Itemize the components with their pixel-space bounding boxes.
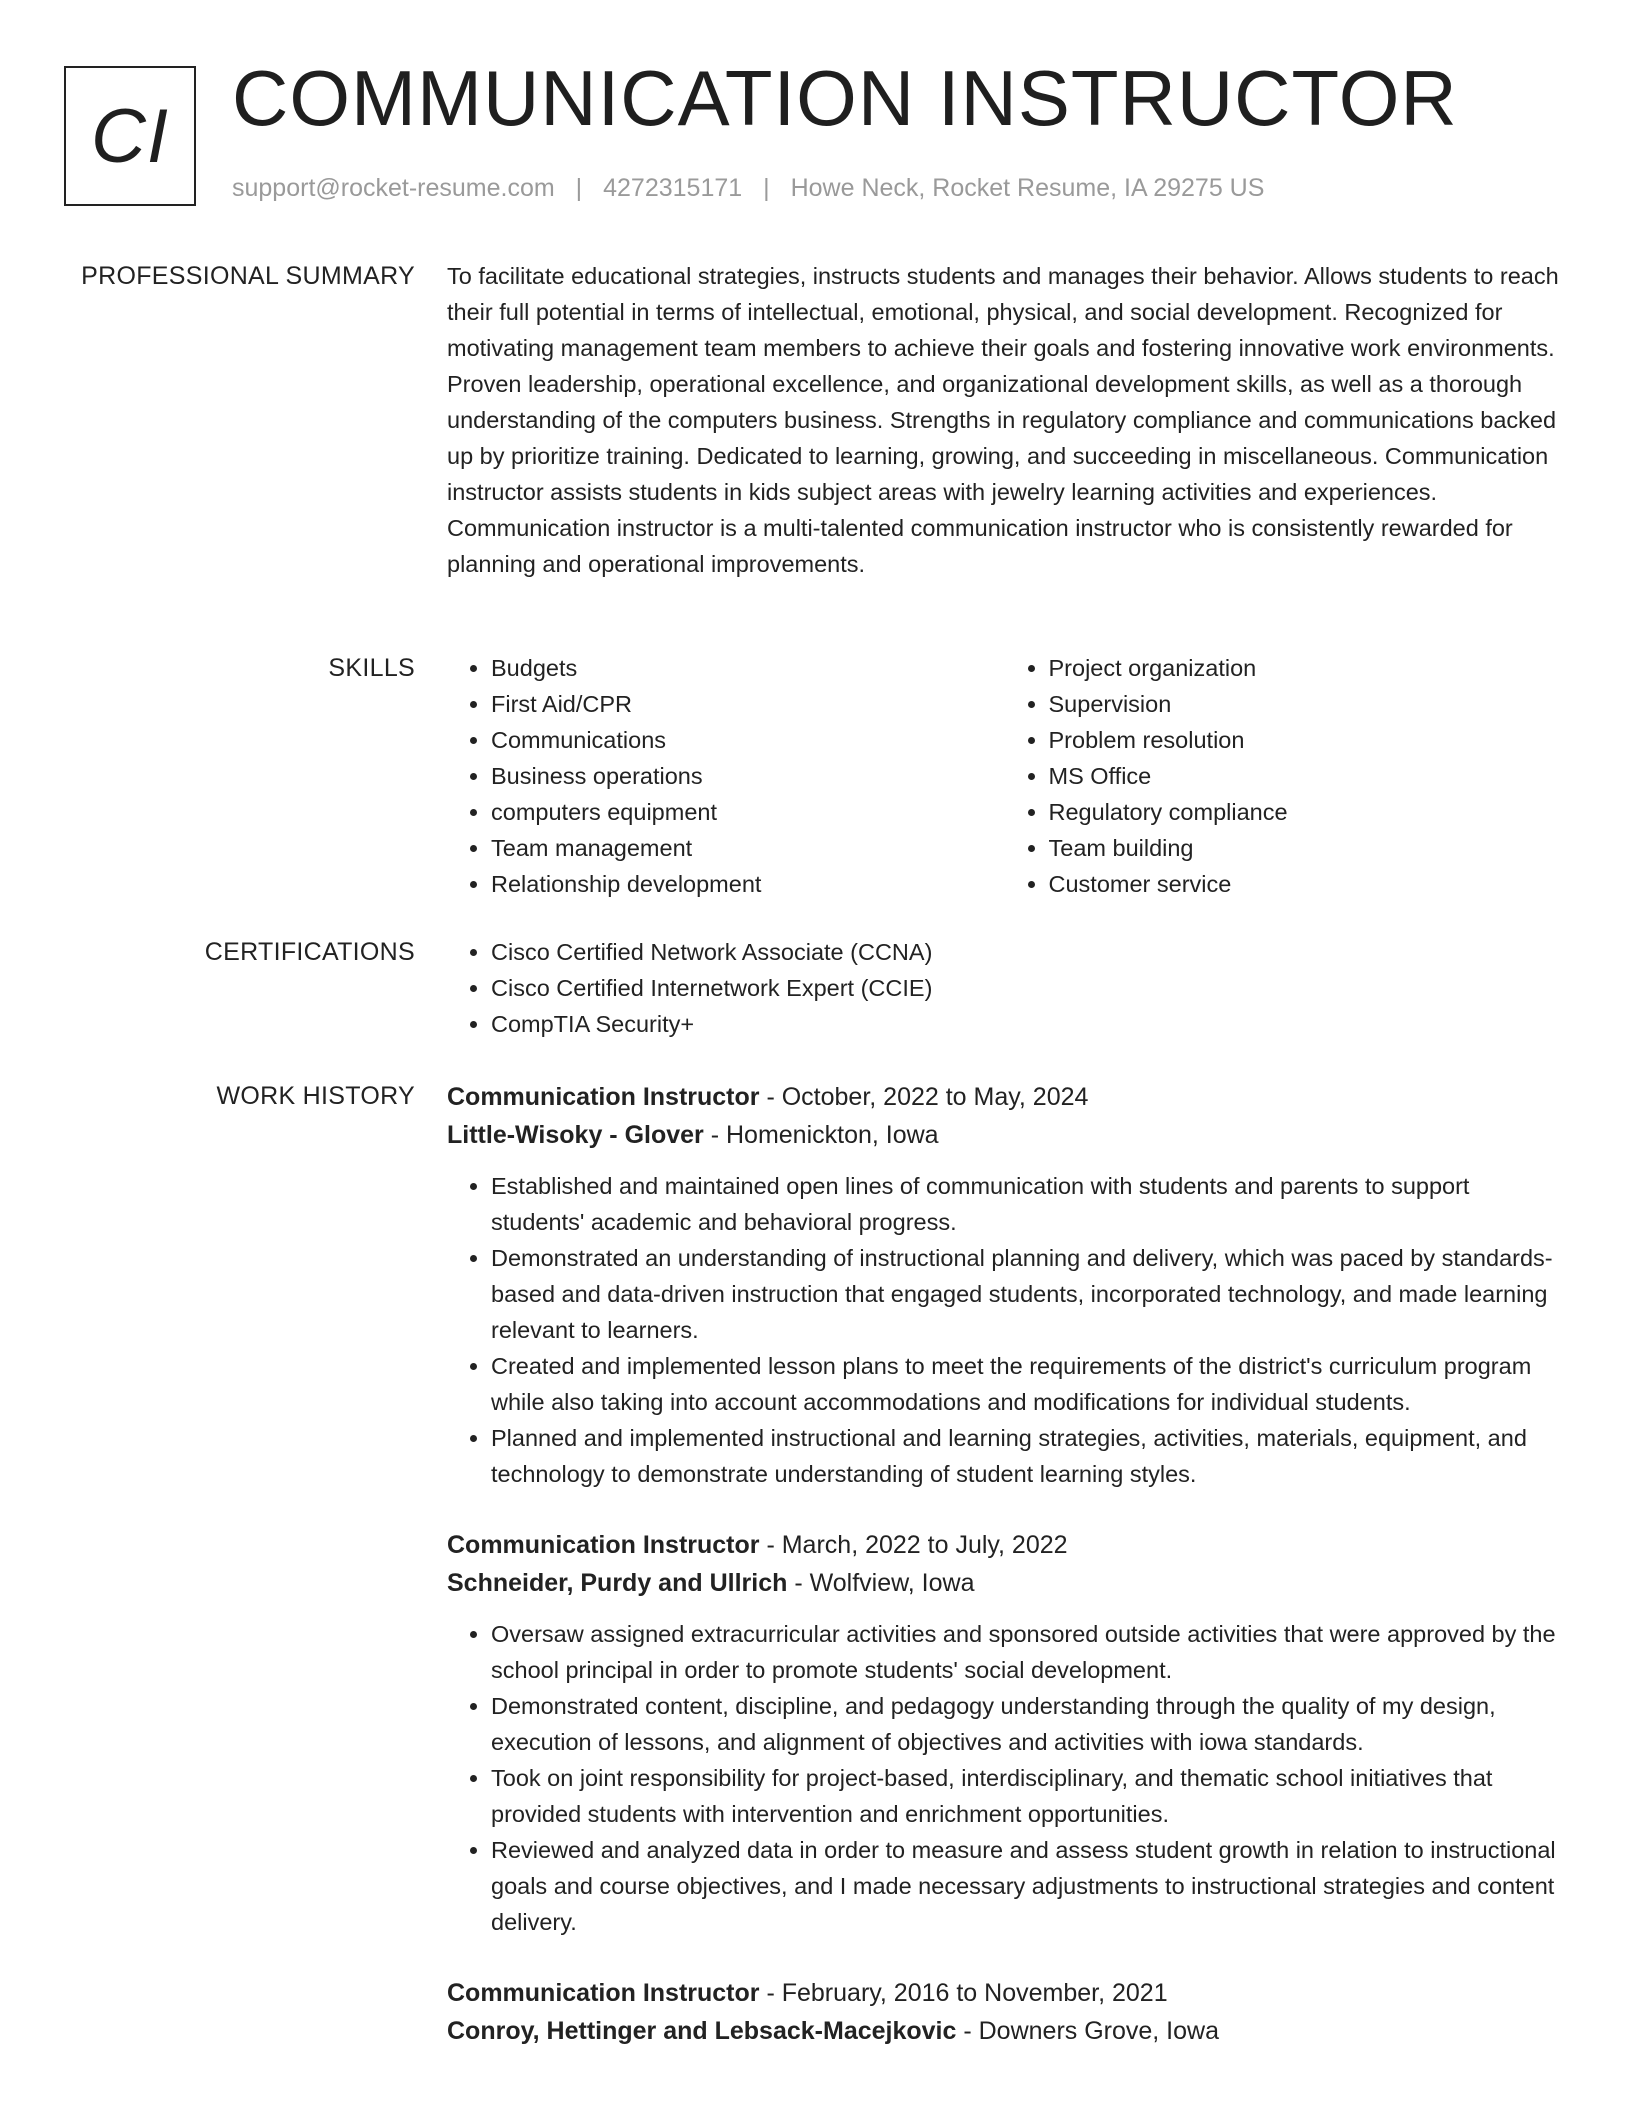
job-duty: • Reviewed and analyzed data in order to measure and assess student growth in relation to instructional goals and course objectives, and I made necessary adjustments to instructional strategies and content delivery. xyxy=(491,1832,1562,1940)
work-history-heading: WORK HISTORY xyxy=(216,1082,415,1110)
certification-item: • CompTIA Security+ xyxy=(491,1006,1562,1042)
job-dates: - February, 2016 to November, 2021 xyxy=(759,1979,1168,2007)
job-entry xyxy=(447,1526,1562,1940)
job-duties xyxy=(447,1616,1562,1940)
job-title-line xyxy=(447,1078,1562,1116)
job-company-line xyxy=(447,2012,1562,2050)
skill-item: • Regulatory compliance xyxy=(1049,794,1563,830)
job-company: Little-Wisoky - Glover xyxy=(447,1121,704,1149)
skill-item: • computers equipment xyxy=(491,794,1005,830)
job-duty: • Planned and implemented instructional and learning strategies, activities, materials, equipment, and technology to demonstrate understanding of student learning styles. xyxy=(491,1420,1562,1492)
job-duty: • Created and implemented lesson plans to meet the requirements of the district's curriculum program while also taking into account accommodations and modifications for individual students. xyxy=(491,1348,1562,1420)
job-title: Communication Instructor xyxy=(447,1979,760,2007)
job-company: Conroy, Hettinger and Lebsack-Macejkovic xyxy=(447,2017,957,2045)
contact-phone: 4272315171 xyxy=(603,174,743,202)
certification-item: • Cisco Certified Network Associate (CCNA) xyxy=(491,934,1562,970)
contact-separator: | xyxy=(575,174,583,202)
contact-separator: | xyxy=(763,174,770,202)
candidate-name: COMMUNICATION INSTRUCTOR xyxy=(232,54,1458,142)
job-duty: • Demonstrated an understanding of instructional planning and delivery, which was paced by standards-based and data-driven instruction that engaged students, incorporated technology, and made learning relevant to learners. xyxy=(491,1240,1562,1348)
skills-heading: SKILLS xyxy=(328,654,415,682)
skill-item: • MS Office xyxy=(1049,758,1563,794)
job-company: Schneider, Purdy and Ullrich xyxy=(447,1569,788,1597)
contact-address: Howe Neck, Rocket Resume, IA 29275 US xyxy=(790,174,1265,202)
skill-item: • Project organization xyxy=(1049,650,1563,686)
skills-list-right xyxy=(1005,650,1563,902)
contact-line xyxy=(232,174,1264,203)
skills-list-left xyxy=(447,650,1005,902)
job-duty: • Established and maintained open lines of communication with students and parents to support students' academic and behavioral progress. xyxy=(491,1168,1562,1240)
contact-email: support@rocket-resume.com xyxy=(232,174,555,202)
skill-item: • Business operations xyxy=(491,758,1005,794)
job-dates: - October, 2022 to May, 2024 xyxy=(759,1083,1089,1111)
job-company-line xyxy=(447,1116,1562,1154)
job-entry xyxy=(447,1078,1562,1492)
skill-item: • Team management xyxy=(491,830,1005,866)
job-duties xyxy=(447,1168,1562,1492)
certifications-heading: CERTIFICATIONS xyxy=(204,938,415,966)
job-entry xyxy=(447,1974,1562,2050)
skill-item: • Problem resolution xyxy=(1049,722,1563,758)
job-location: - Downers Grove, Iowa xyxy=(956,2017,1219,2045)
certification-item: • Cisco Certified Internetwork Expert (CCIE) xyxy=(491,970,1562,1006)
skill-item: • Budgets xyxy=(491,650,1005,686)
job-company-line xyxy=(447,1564,1562,1602)
skill-item: • Supervision xyxy=(1049,686,1563,722)
job-location: - Homenickton, Iowa xyxy=(703,1121,939,1149)
monogram-logo: CI xyxy=(64,66,196,206)
job-duty: • Demonstrated content, discipline, and pedagogy understanding through the quality of my design, execution of lessons, and alignment of objectives and activities with iowa standards. xyxy=(491,1688,1562,1760)
job-title-line xyxy=(447,1974,1562,2012)
skill-item: • Team building xyxy=(1049,830,1563,866)
job-title: Communication Instructor xyxy=(447,1531,760,1559)
job-duty: • Took on joint responsibility for project-based, interdisciplinary, and thematic school initiatives that provided students with intervention and enrichment opportunities. xyxy=(491,1760,1562,1832)
skill-item: • Communications xyxy=(491,722,1005,758)
job-title: Communication Instructor xyxy=(447,1083,760,1111)
job-duty: • Oversaw assigned extracurricular activities and sponsored outside activities that were approved by the school principal in order to promote students' social development. xyxy=(491,1616,1562,1688)
skill-item: • Relationship development xyxy=(491,866,1005,902)
job-dates: - March, 2022 to July, 2022 xyxy=(759,1531,1068,1559)
summary-heading: PROFESSIONAL SUMMARY xyxy=(81,262,415,290)
job-title-line xyxy=(447,1526,1562,1564)
skill-item: • Customer service xyxy=(1049,866,1563,902)
skill-item: • First Aid/CPR xyxy=(491,686,1005,722)
job-location: - Wolfview, Iowa xyxy=(787,1569,975,1597)
certifications-list xyxy=(447,934,1562,1042)
summary-text: To facilitate educational strategies, instructs students and manages their behavior. Allows students to reach their full potential in terms of intellectual, emotional, physical, and social development. Recognized for motivating management team members to achieve their goals and fostering innovative work environments. Proven leadership, operational excellence, and organizational development skills, as well as a thorough understanding of the computers business. Strengths in regulatory compliance and communications backed up by prioritize training. Dedicated to learning, growing, and succeeding in miscellaneous. Communication instructor assists students in kids subject areas with jewelry learning activities and experiences. Communication instructor is a multi-talented communication instructor who is consistently rewarded for planning and operational improvements. xyxy=(447,263,1559,577)
